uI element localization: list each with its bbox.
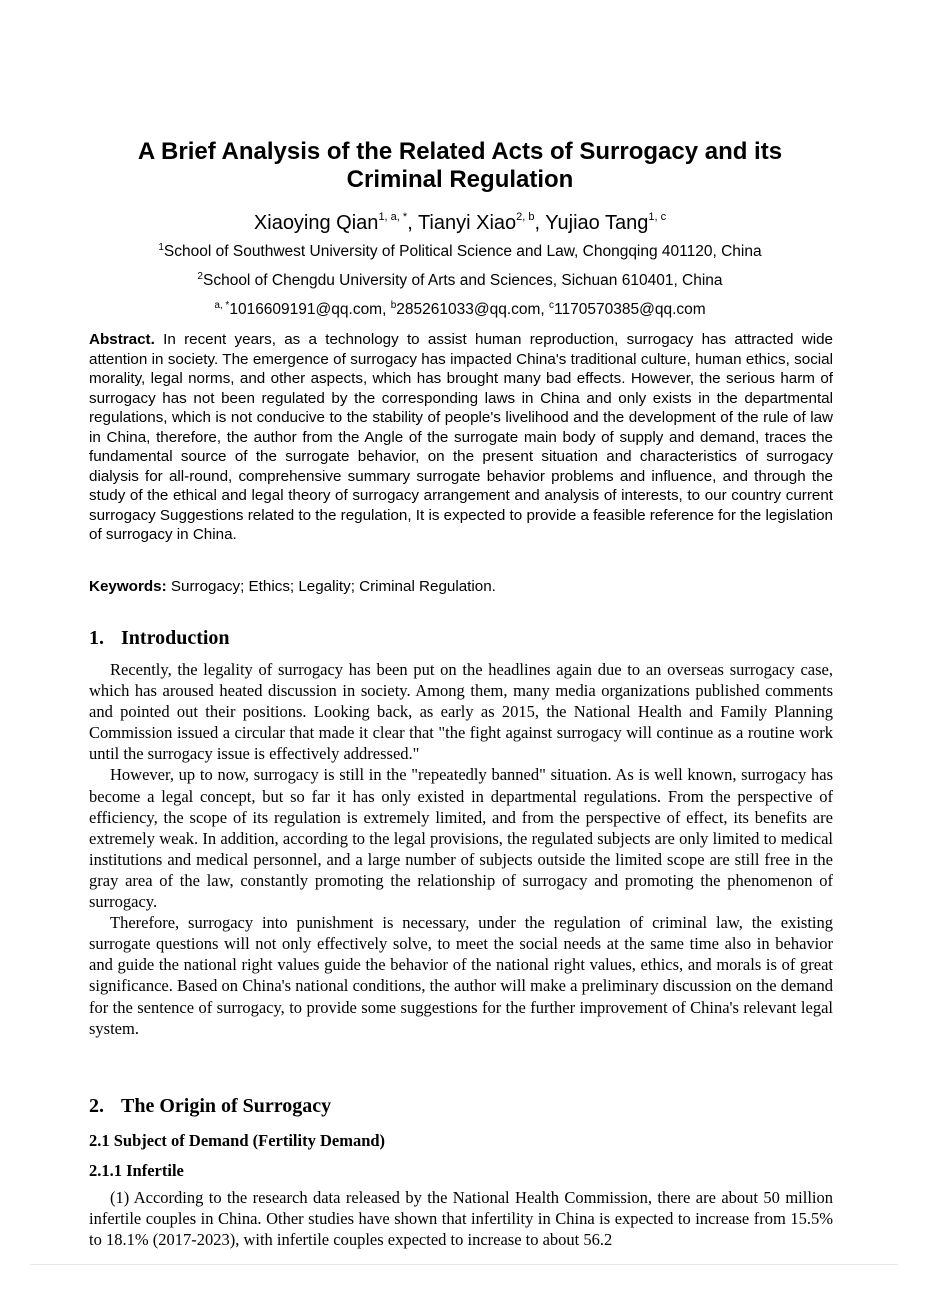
- keywords-label: Keywords:: [89, 578, 167, 595]
- author-affiliation-mark: 2, b: [516, 211, 535, 223]
- introduction-body: [89, 659, 833, 1039]
- paragraph: However, up to now, surrogacy is still in the "repeatedly banned" situation. As is well known, surrogacy has become a legal concept, but so far it has only existed in departmental regulations. From the perspective of efficiency, the scope of its regulation is extremely limited, and from the perspective of effect, its benefits are extremely weak. In addition, according to the legal provisions, the regulated subjects are only limited to medical institutions and medical personnel, and a large number of subjects outside the limited scope are still free in the gray area of the law, constantly promoting the relationship of surrogacy and promoting the phenomenon of surrogacy.: [89, 765, 833, 912]
- email-mark: c: [549, 300, 555, 311]
- paragraph: (1) According to the research data released by the National Health Commission, there are about 50 million infertile couples in China. Other studies have shown that infertility in China is expected to increase from 15.5% to 18.1% (2017-2023), with infertile couples expected to increase to about 56.2: [89, 1188, 833, 1250]
- email-mark: a, *: [214, 300, 230, 311]
- affiliation-2: [90, 267, 830, 291]
- author-list: [90, 204, 830, 236]
- subsection-heading: 2.1 Subject of Demand (Fertility Demand): [89, 1131, 386, 1150]
- section-heading-introduction: [89, 626, 230, 650]
- author-name: Xiaoying Qian: [253, 212, 379, 234]
- email-address[interactable]: 285261033@qq.com,: [396, 301, 550, 318]
- infertile-body: [89, 1187, 833, 1250]
- abstract-label: Abstract.: [89, 331, 155, 348]
- subsubsection-heading: 2.1.1 Infertile: [89, 1161, 184, 1180]
- section-number: 1.: [89, 627, 104, 649]
- affiliation-text: School of Southwest University of Political Science and Law, Chongqing 401120, China: [163, 243, 762, 260]
- email-address[interactable]: 1016609191@qq.com,: [229, 301, 391, 318]
- affiliation-1: [90, 238, 830, 262]
- affiliation-mark: 1: [158, 242, 164, 253]
- abstract-text: In recent years, as a technology to assist human reproduction, surrogacy has attracted wide attention in society. The emergence of surrogacy has impacted China's traditional culture, human ethics, social morality, legal norms, and other aspects, which has brought many bad effects. However, the serious harm of surrogacy has not been regulated by the corresponding laws in China and only exists in the departmental regulations, which is not conducive to the stability of people's livelihood and the development of the rule of law in China, therefore, the author from the Angle of the surrogate main body of supply and demand, traces the fundamental source of the surrogate behavior, on the present situation and characteristics of surrogacy dialysis for all-round, comprehensive summary surrogate behavior problems and influence, and through the study of the ethical and legal theory of surrogacy arrangement and analysis of interests, to our country current surrogacy Suggestions related to the regulation, It is expected to provide a feasible reference for the legislation of surrogacy in China.: [89, 331, 833, 543]
- author-name: Yujiao Tang: [545, 212, 649, 234]
- email-mark: b: [390, 300, 397, 311]
- section-title: The Origin of Surrogacy: [121, 1095, 332, 1117]
- email-line: [90, 296, 830, 320]
- author-affiliation-mark: 1, c: [648, 211, 667, 223]
- paragraph: Recently, the legality of surrogacy has been put on the headlines again due to an overseas surrogacy case, which has aroused heated discussion in society. Among them, many media organizations published comments and pointed out their positions. Looking back, as early as 2015, the National Health and Family Planning Commission issued a circular that made it clear that "the fight against surrogacy will continue as a routine work until the surrogacy issue is effectively addressed.": [89, 660, 833, 764]
- affiliation-mark: 2: [197, 271, 203, 282]
- section-number: 2.: [89, 1095, 104, 1117]
- section-heading-origin: [89, 1094, 331, 1118]
- affiliation-text: School of Chengdu University of Arts and Sciences, Sichuan 610401, China: [202, 272, 723, 289]
- keywords: [89, 577, 833, 597]
- keywords-text: Surrogacy; Ethics; Legality; Criminal Regulation.: [170, 578, 496, 595]
- author-affiliation-mark: 1, a, *: [378, 211, 408, 223]
- abstract: [89, 330, 833, 545]
- paragraph: Therefore, surrogacy into punishment is necessary, under the regulation of criminal law, the existing surrogate questions will not only effectively solve, to meet the social needs at the same time also in behavior and guide the national right values guide the behavior of the national right values, ethics, and morals is of great significance. Based on China's national conditions, the author will make a preliminary discussion on the demand for the sentence of surrogacy, to provide some suggestions for the further improvement of China's relevant legal system.: [89, 913, 833, 1038]
- paper-title: A Brief Analysis of the Related Acts of Surrogacy and its Criminal Regulation: [137, 138, 783, 193]
- author-name: Tianyi Xiao: [417, 212, 517, 234]
- section-title: Introduction: [121, 627, 230, 649]
- author-separator: ,: [534, 212, 546, 234]
- email-address[interactable]: 1170570385@qq.com: [554, 301, 706, 318]
- author-separator: ,: [407, 212, 418, 234]
- footer-divider: [30, 1264, 898, 1265]
